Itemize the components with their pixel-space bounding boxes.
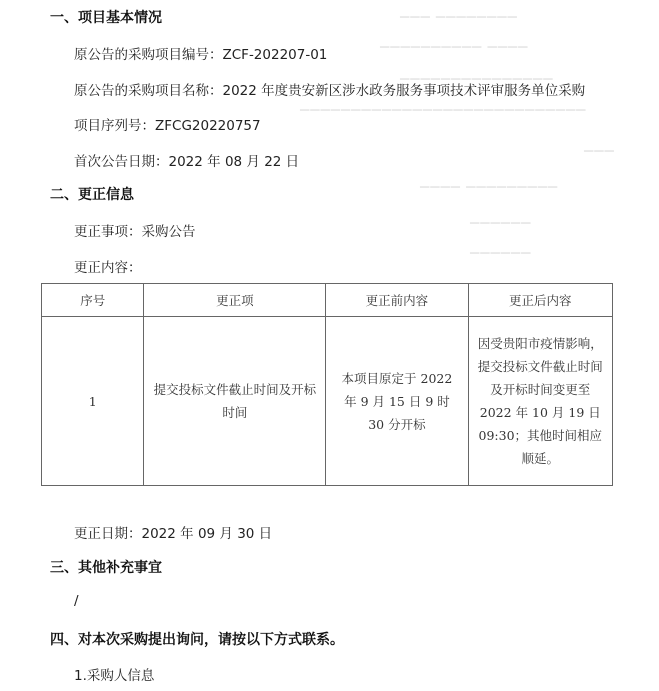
cell-item: 提交投标文件截止时间及开标时间 [144,317,326,486]
original-project-name: 原公告的采购项目名称：2022 年度贵安新区涉水政务服务事项技术评审服务单位采购 [74,83,586,99]
correction-date: 更正日期：2022 年 09 月 30 日 [74,526,273,542]
bleed-through-text: ▁▁▁▁▁▁ [470,240,532,254]
section-heading-supplementary: 三、其他补充事宜 [50,560,162,576]
section-heading-basic-info: 一、项目基本情况 [50,10,162,26]
bleed-through-text: ▁▁▁ [584,138,615,152]
original-project-number: 原公告的采购项目编号：ZCF-202207-01 [74,47,328,63]
bleed-through-text: ▁▁▁▁ ▁▁▁▁▁▁▁▁▁ [420,174,559,188]
table-row [42,317,613,486]
column-header-before: 更正前内容 [326,284,468,317]
correction-table [41,283,613,486]
bleed-through-text: ▁▁▁▁▁▁ [470,210,532,224]
column-header-number: 序号 [42,284,144,317]
first-announcement-date: 首次公告日期：2022 年 08 月 22 日 [74,154,300,170]
table-header-row [42,284,613,317]
column-header-after: 更正后内容 [468,284,612,317]
correction-content-label: 更正内容： [74,260,142,276]
cell-before: 本项目原定于 2022 年 9 月 15 日 9 时 30 分开标 [326,317,468,486]
bleed-through-text: ▁▁▁▁▁▁▁▁▁▁▁▁▁▁▁▁▁▁▁▁▁▁▁▁▁▁▁▁ [300,97,587,111]
cell-number: 1 [42,317,144,486]
cell-after: 因受贵阳市疫情影响，提交投标文件截止时间及开标时间变更至 2022 年 10 月 19 日 09:30；其他时间相应顺延。 [468,317,612,486]
correction-item: 更正事项：采购公告 [74,224,196,240]
project-serial-number: 项目序列号：ZFCG20220757 [74,118,261,134]
bleed-through-text: ▁▁▁▁▁▁▁▁▁▁ ▁▁▁▁ [380,34,529,48]
section-heading-correction-info: 二、更正信息 [50,187,134,203]
column-header-item: 更正项 [144,284,326,317]
purchaser-info-heading: 1.采购人信息 [74,668,155,684]
bleed-through-text: ▁▁▁▁▁▁▁▁▁▁▁▁▁▁▁ [400,66,554,80]
supplementary-content: / [74,593,79,609]
section-heading-contact: 四、对本次采购提出询问，请按以下方式联系。 [50,632,344,648]
bleed-through-text: ▁▁▁ ▁▁▁▁▁▁▁▁ [400,4,518,18]
